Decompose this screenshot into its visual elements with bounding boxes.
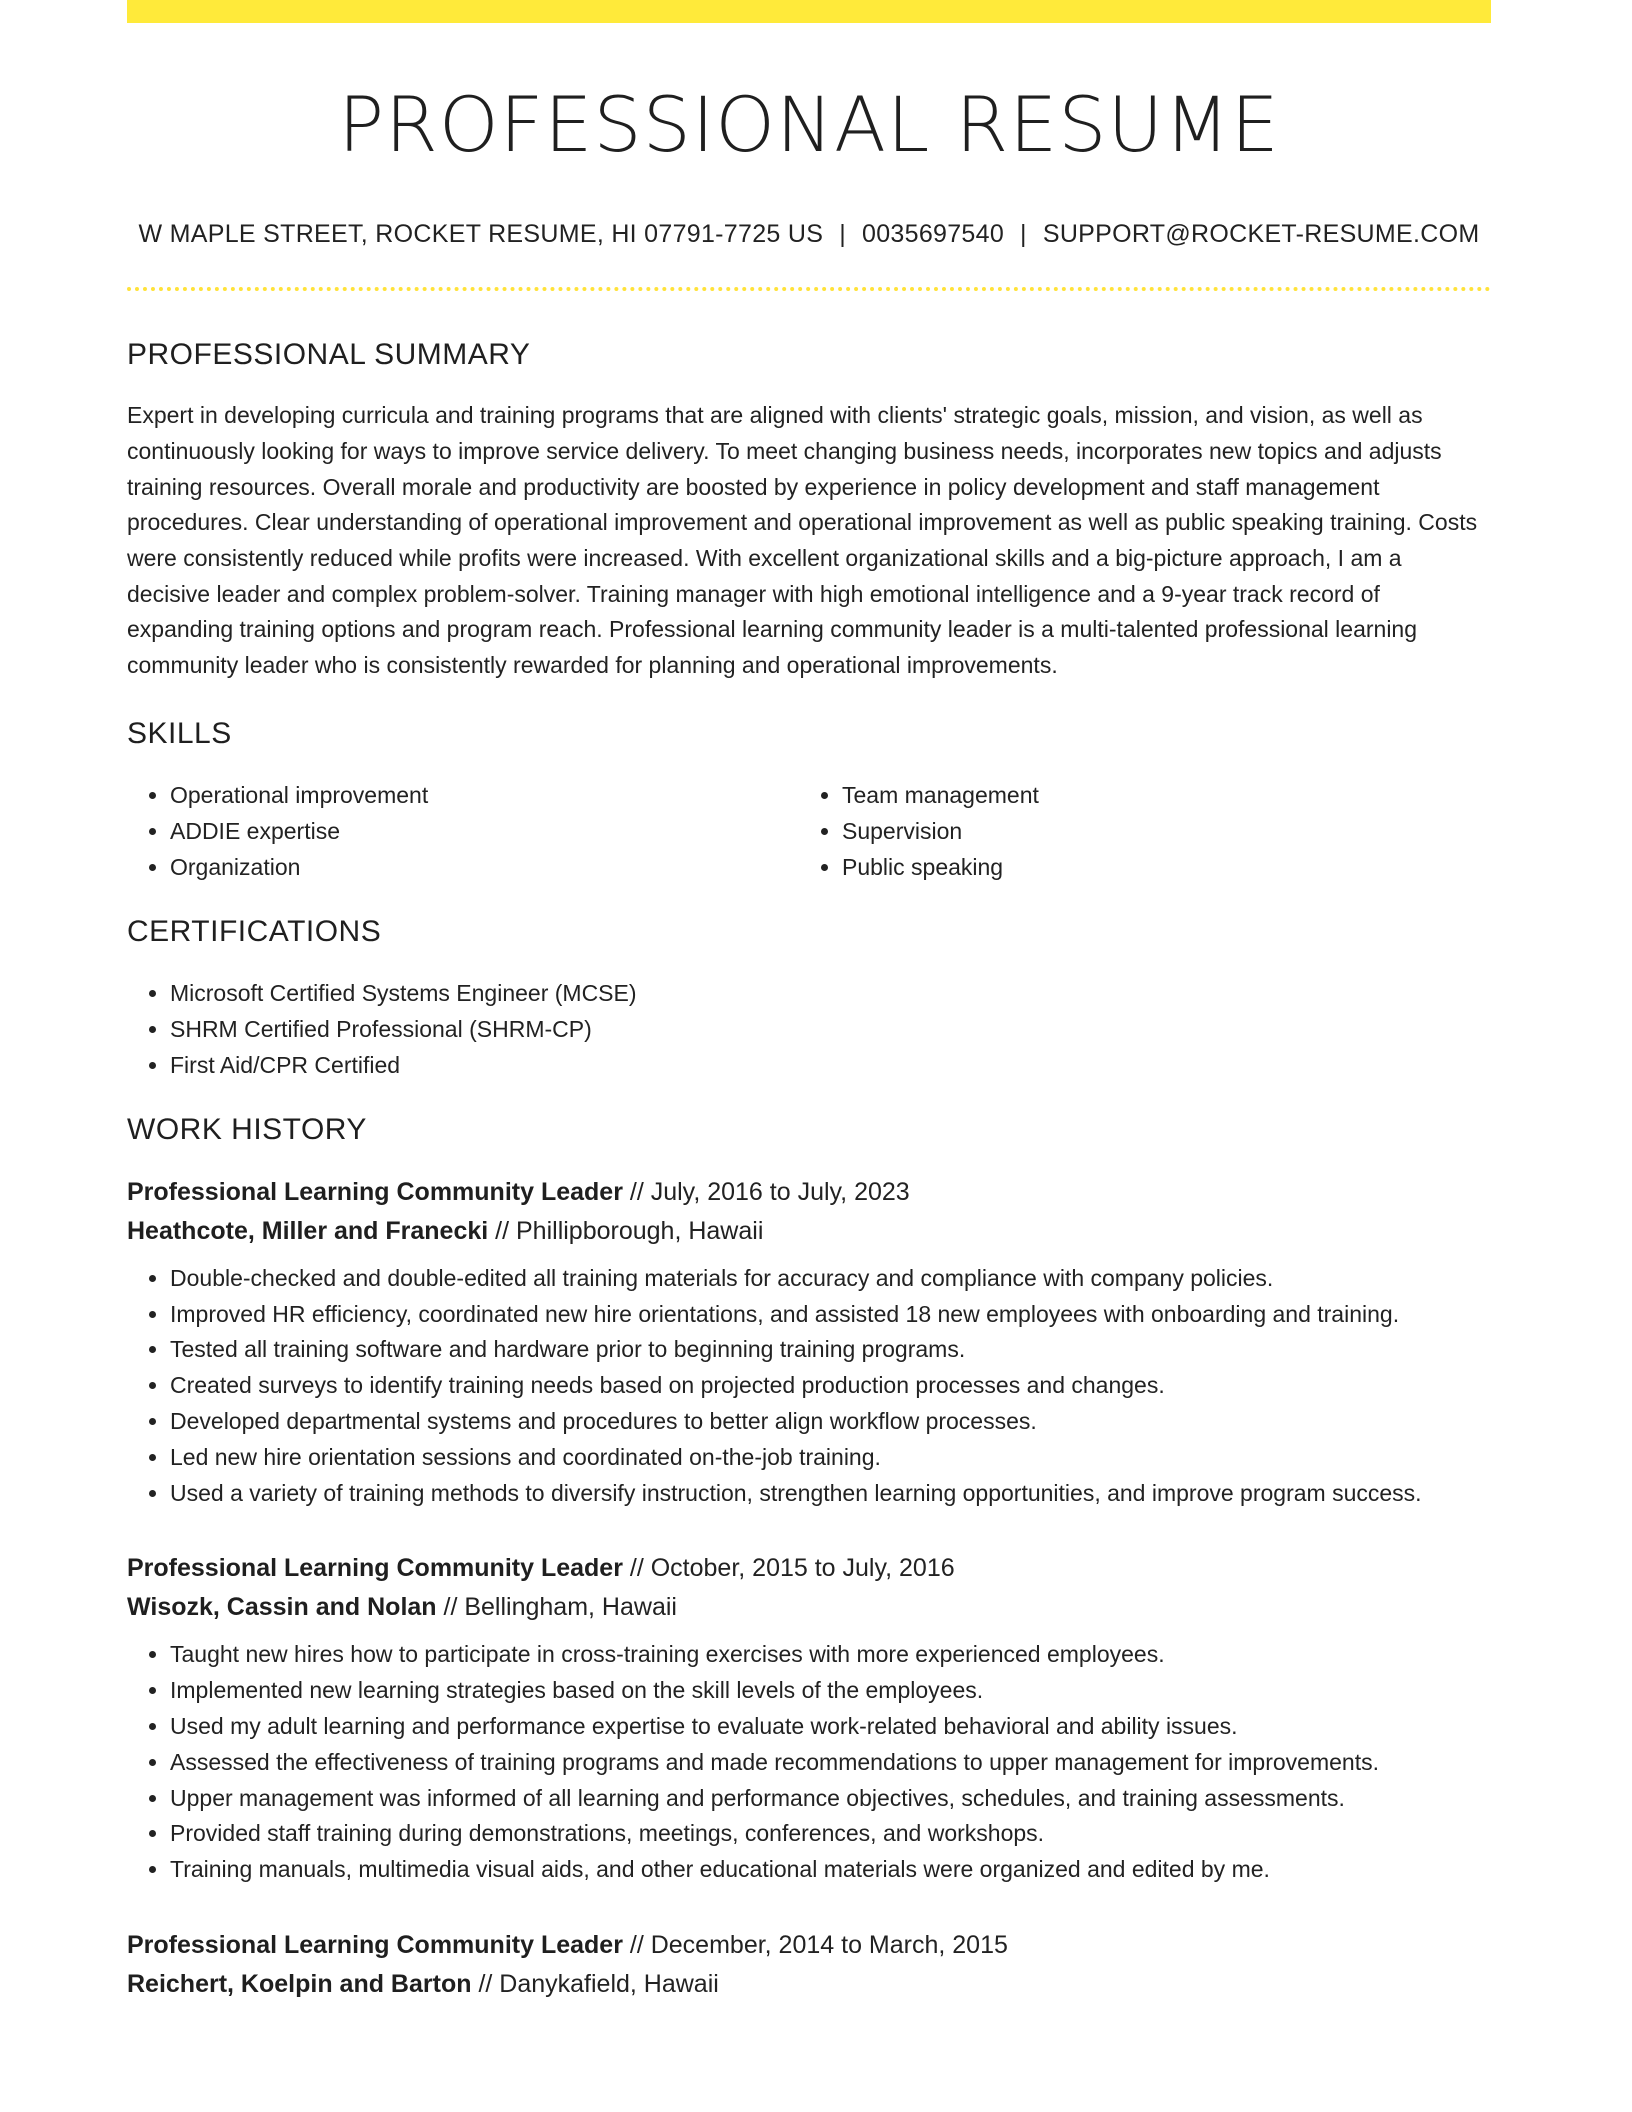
certification-item: • Microsoft Certified Systems Engineer (MCSE) [170,975,1491,1011]
job-entry [127,1173,1491,1512]
accent-bar [127,0,1491,23]
skills-heading: SKILLS [127,716,232,750]
contact-address: W MAPLE STREET, ROCKET RESUME, HI 07791-7725 US [138,220,824,249]
job-bullet: • Training manuals, multimedia visual aids, and other educational materials were organized and edited by me. [170,1852,1491,1888]
job-bullet: • Used my adult learning and performance expertise to evaluate work-related behavioral and ability issues. [170,1709,1491,1745]
skill-item: • ADDIE expertise [170,813,799,849]
skills-grid [127,777,1491,885]
job-company-line [127,1212,1491,1251]
job-bullet: • Assessed the effectiveness of training programs and made recommendations to upper management for improvements. [170,1745,1491,1781]
job-role-line [127,1173,1491,1212]
skill-item: • Public speaking [842,849,1471,885]
job-bullet: • Improved HR efficiency, coordinated new hire orientations, and assisted 18 new employees with onboarding and training. [170,1297,1491,1333]
job-entry [127,1549,1491,1888]
contact-email: SUPPORT@ROCKET-RESUME.COM [1042,220,1480,249]
job-entry [127,1926,1491,2004]
job-bullet: • Tested all training software and hardware prior to beginning training programs. [170,1332,1491,1368]
job-bullet: • Used a variety of training methods to diversify instruction, strengthen learning opportunities, and improve program success. [170,1476,1491,1512]
job-bullet: • Created surveys to identify training needs based on projected production processes and changes. [170,1368,1491,1404]
skills-list-right [799,777,1471,885]
resume-title: PROFESSIONAL RESUME [338,80,1280,169]
certifications-list [127,975,1491,1083]
resume-content [127,0,1491,2004]
job-company: Reichert, Koelpin and Barton [127,1969,472,1998]
work-history-heading: WORK HISTORY [127,1112,367,1146]
skills-column-right [799,777,1471,885]
job-bullet: • Implemented new learning strategies based on the skill levels of the employees. [170,1673,1491,1709]
contact-phone: 0035697540 [862,220,1005,249]
skill-item: • Team management [842,777,1471,813]
job-bullet: • Led new hire orientation sessions and coordinated on-the-job training. [170,1440,1491,1476]
job-bullet: • Taught new hires how to participate in cross-training exercises with more experienced employees. [170,1637,1491,1673]
job-role-line [127,1549,1491,1588]
skill-item: • Supervision [842,813,1471,849]
job-bullet: • Double-checked and double-edited all training materials for accuracy and compliance with company policies. [170,1261,1491,1297]
job-bullet: • Upper management was informed of all learning and performance objectives, schedules, and training assessments. [170,1781,1491,1817]
certification-item: • SHRM Certified Professional (SHRM-CP) [170,1011,1491,1047]
job-bullets [127,1261,1491,1512]
certifications-heading: CERTIFICATIONS [127,914,382,948]
job-role: Professional Learning Community Leader [127,1554,623,1583]
skills-list-left [127,777,799,885]
skill-item: • Operational improvement [170,777,799,813]
summary-text: Expert in developing curricula and training programs that are aligned with clients' strategic goals, mission, and vision, as well as continuously looking for ways to improve service delivery. To meet changing business needs, incorporates new topics and adjusts training resources. Overall morale and productivity are boosted by experience in policy development and staff management procedures. Clear understanding of operational improvement and operational improvement as well as public speaking training. Costs were consistently reduced while profits were increased. With excellent organizational skills and a big-picture approach, I am a decisive leader and complex problem-solver. Training manager with high emotional intelligence and a 9-year track record of expanding training options and program reach. Professional learning community leader is a multi-talented professional learning community leader who is consistently rewarded for planning and operational improvements. [127,402,1478,679]
skill-item: • Organization [170,849,799,885]
certification-item: • First Aid/CPR Certified [170,1047,1491,1083]
job-bullets [127,1637,1491,1888]
job-role: Professional Learning Community Leader [127,1930,623,1959]
job-location: // Danykafield, Hawaii [478,1969,719,1998]
job-dates: // December, 2014 to March, 2015 [629,1930,1008,1959]
job-role-line [127,1926,1491,1965]
job-role: Professional Learning Community Leader [127,1177,623,1206]
job-bullet: • Provided staff training during demonstrations, meetings, conferences, and workshops. [170,1816,1491,1852]
dotted-divider [127,287,1491,291]
contact-separator: | [839,220,846,249]
job-company-line [127,1965,1491,2004]
contact-line [127,220,1491,249]
job-company: Heathcote, Miller and Franecki [127,1216,489,1245]
job-location: // Bellingham, Hawaii [443,1593,677,1622]
skills-column-left [127,777,799,885]
contact-separator: | [1020,220,1027,249]
job-company-line [127,1588,1491,1627]
job-location: // Phillipborough, Hawaii [495,1216,764,1245]
job-bullet: • Developed departmental systems and procedures to better align workflow processes. [170,1404,1491,1440]
job-dates: // October, 2015 to July, 2016 [629,1554,955,1583]
job-dates: // July, 2016 to July, 2023 [629,1177,910,1206]
summary-heading: PROFESSIONAL SUMMARY [127,338,531,372]
job-company: Wisozk, Cassin and Nolan [127,1593,437,1622]
